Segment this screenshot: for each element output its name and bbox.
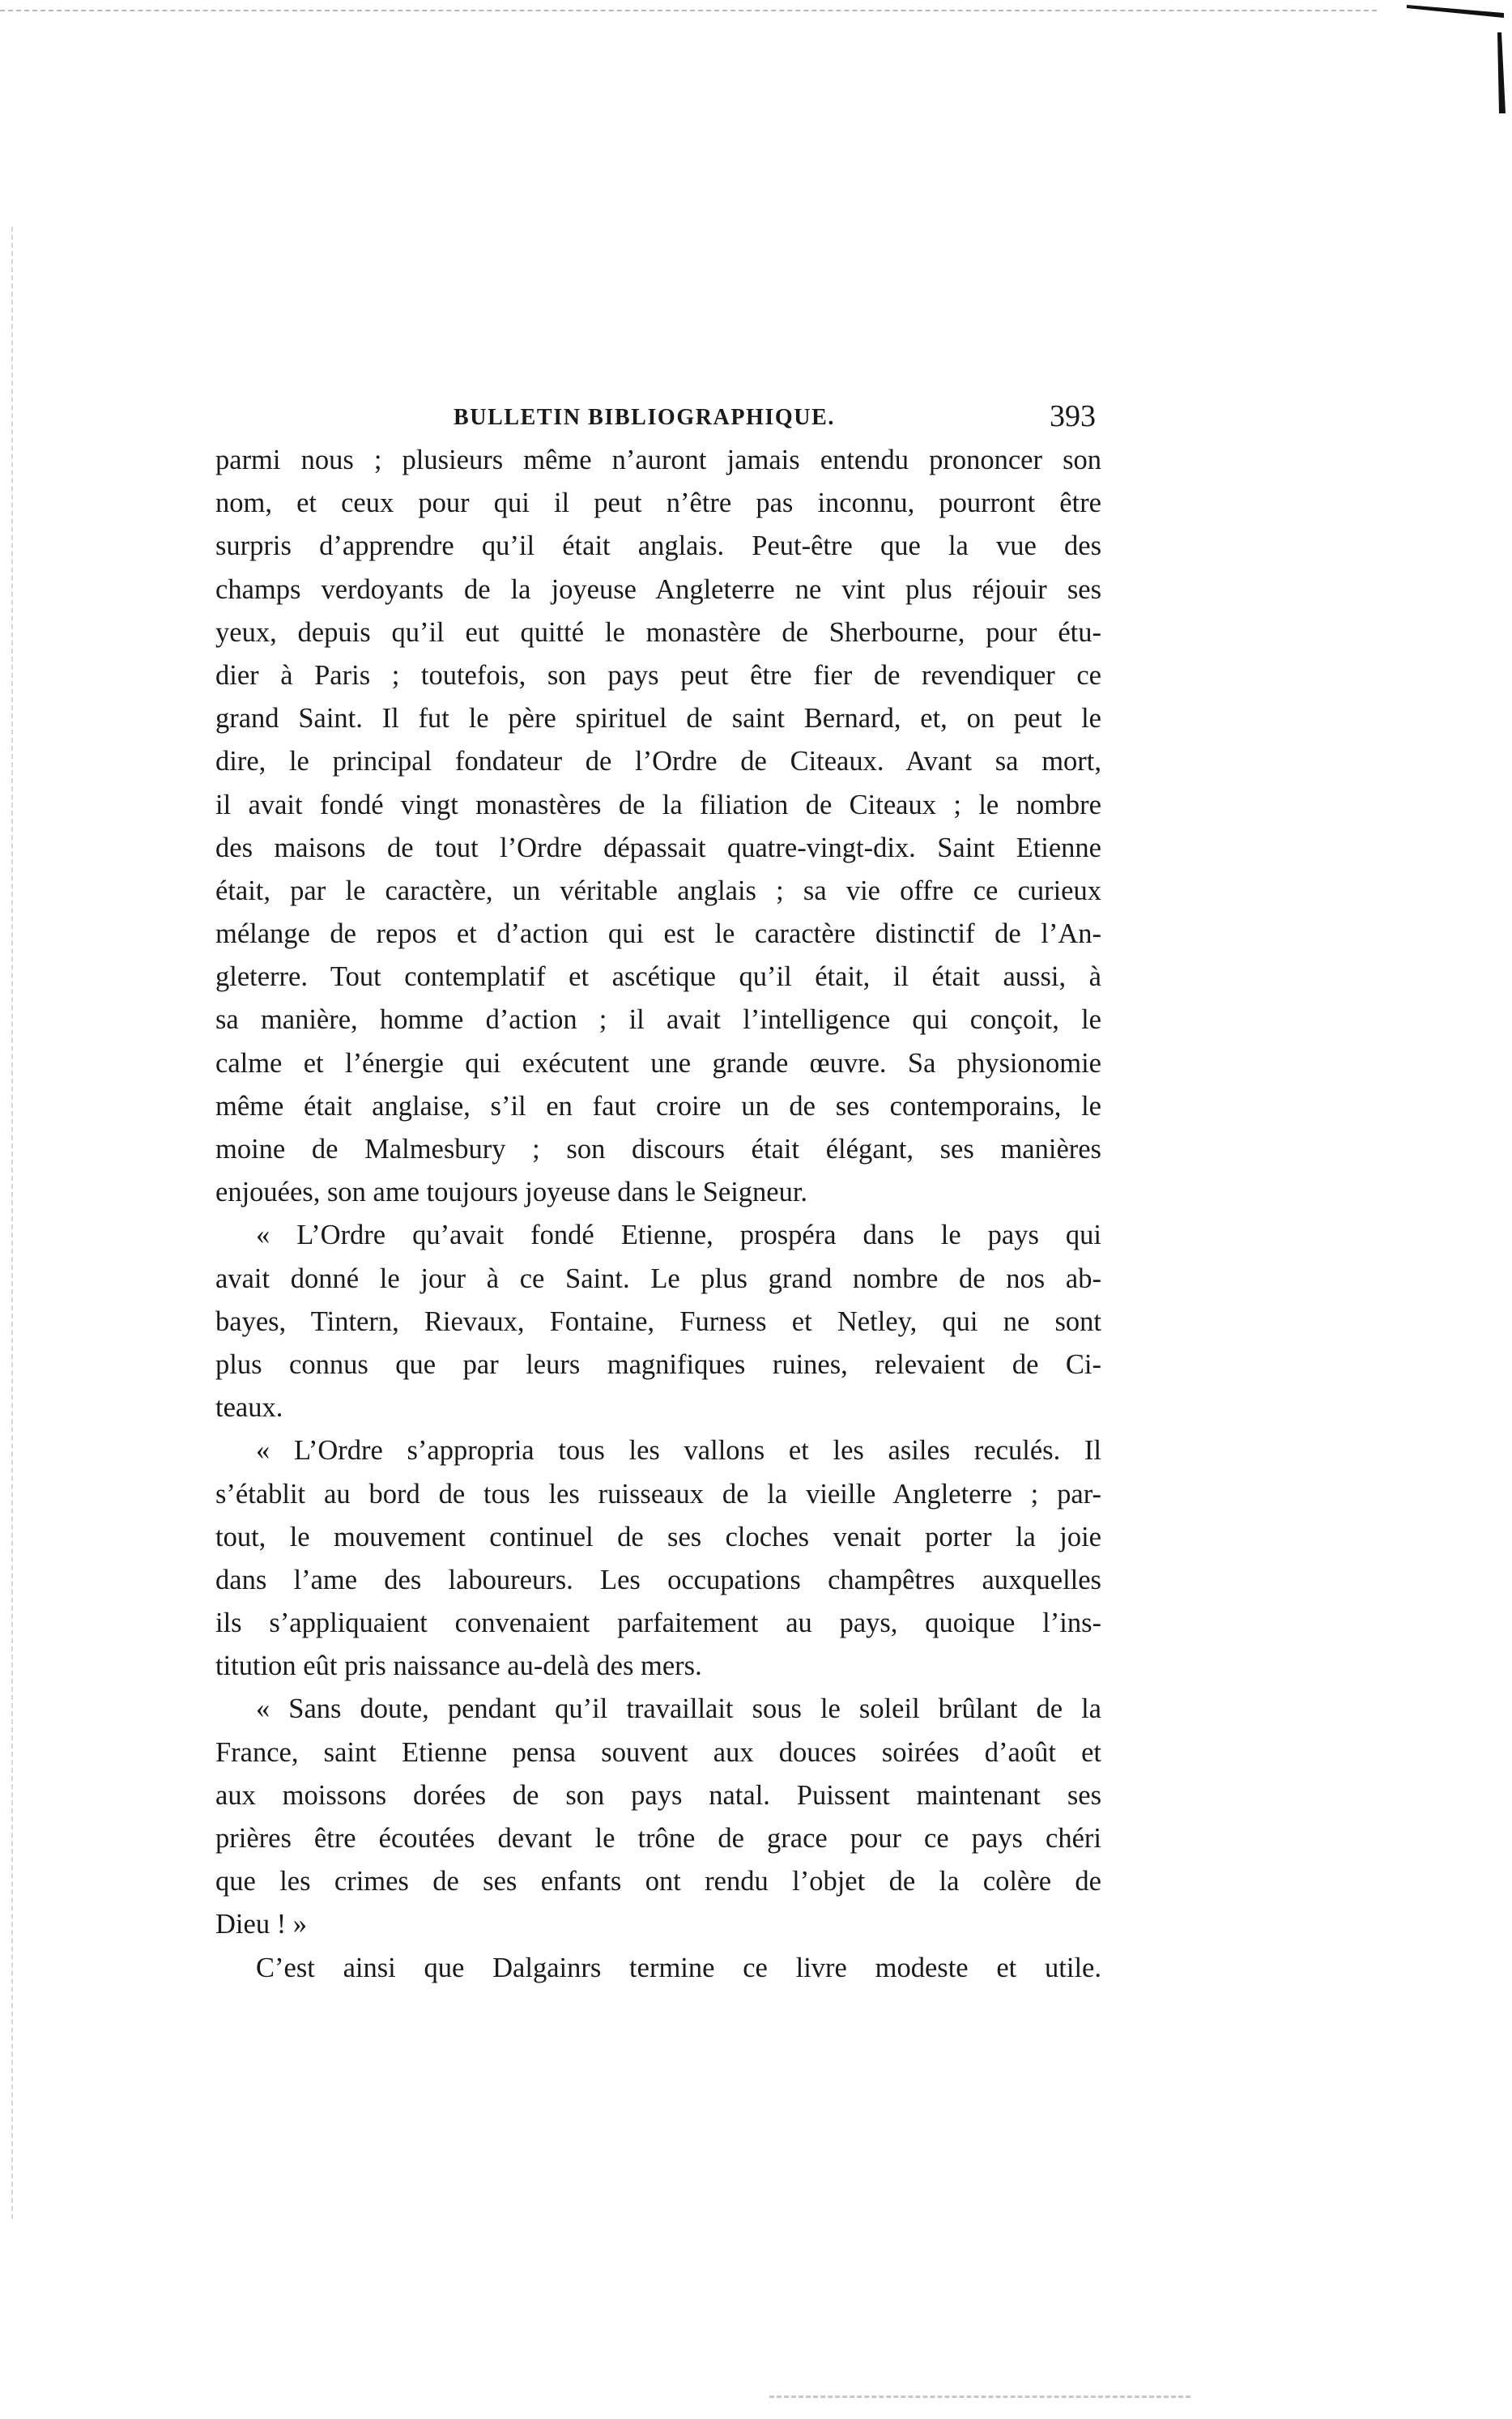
text-line: surpris d’apprendre qu’il était anglais. Peut-être que la vue des xyxy=(215,530,1101,562)
text-line: plus connus que par leurs magnifiques ruines, relevaient de Ci- xyxy=(215,1348,1101,1380)
text-line: s’établit au bord de tous les ruisseaux de la vieille Angleterre ; par- xyxy=(215,1478,1101,1510)
text-line: ils s’appliquaient convenaient parfaitement au pays, quoique l’ins- xyxy=(215,1608,1101,1639)
text-line: C’est ainsi que Dalgainrs termine ce livre modeste et utile. xyxy=(256,1952,1101,1983)
text-line: nom, et ceux pour qui il peut n’être pas inconnu, pourront être xyxy=(215,488,1101,519)
text-line: « L’Ordre qu’avait fondé Etienne, prospéra dans le pays qui xyxy=(256,1220,1101,1251)
text-line: il avait fondé vingt monastères de la filiation de Citeaux ; le nombre xyxy=(215,789,1101,820)
text-line: dire, le principal fondateur de l’Ordre de Citeaux. Avant sa mort, xyxy=(215,746,1101,777)
text-line: que les crimes de ses enfants ont rendu l’objet de la colère de xyxy=(215,1866,1101,1897)
text-line: enjouées, son ame toujours joyeuse dans le Seigneur. xyxy=(215,1177,808,1208)
text-line: parmi nous ; plusieurs même n’auront jamais entendu prononcer son xyxy=(215,445,1101,475)
text-line: titution eût pris naissance au-delà des mers. xyxy=(215,1650,702,1682)
text-line: France, saint Etienne pensa souvent aux douces soirées d’août et xyxy=(215,1736,1101,1768)
text-line: sa manière, homme d’action ; il avait l’intelligence qui conçoit, le xyxy=(215,1004,1101,1036)
text-line: champs verdoyants de la joyeuse Angleterre ne vint plus réjouir ses xyxy=(215,573,1101,605)
running-head: BULLETIN BIBLIOGRAPHIQUE. xyxy=(454,405,835,430)
text-line: teaux. xyxy=(215,1392,283,1424)
text-line: prières être écoutées devant le trône de grace pour ce pays chéri xyxy=(215,1823,1101,1854)
text-line: dans l’ame des laboureurs. Les occupations champêtres auxquelles xyxy=(215,1564,1101,1595)
page-header xyxy=(454,398,1101,437)
text-line: « Sans doute, pendant qu’il travaillait sous le soleil brûlant de la xyxy=(256,1693,1101,1725)
page-number: 393 xyxy=(1050,399,1096,433)
text-line: « L’Ordre s’appropria tous les vallons et les asiles reculés. Il xyxy=(256,1435,1101,1467)
text-line: dier à Paris ; toutefois, son pays peut être fier de revendiquer ce xyxy=(215,659,1101,691)
text-line: moine de Malmesbury ; son discours était élégant, ses manières xyxy=(215,1134,1101,1165)
text-line: avait donné le jour à ce Saint. Le plus grand nombre de nos ab- xyxy=(215,1263,1101,1294)
text-line: était, par le caractère, un véritable anglais ; sa vie offre ce curieux xyxy=(215,875,1101,906)
text-line: calme et l’énergie qui exécutent une grande œuvre. Sa physionomie xyxy=(215,1047,1101,1079)
text-line: aux moissons dorées de son pays natal. Puissent maintenant ses xyxy=(215,1779,1101,1811)
text-line: Dieu ! » xyxy=(215,1909,308,1940)
text-line: gleterre. Tout contemplatif et ascétique qu’il était, il était aussi, à xyxy=(215,961,1101,993)
text-line: des maisons de tout l’Ordre dépassait quatre-vingt-dix. Saint Etienne xyxy=(215,832,1101,863)
text-line: tout, le mouvement continuel de ses cloches venait porter la joie xyxy=(215,1521,1101,1552)
text-line: bayes, Tintern, Rievaux, Fontaine, Furness et Netley, qui ne sont xyxy=(215,1305,1101,1337)
text-line: grand Saint. Il fut le père spirituel de saint Bernard, et, on peut le xyxy=(215,703,1101,735)
scan-margin-marks xyxy=(11,227,13,2219)
text-line: même était anglaise, s’il en faut croire un de ses contemporains, le xyxy=(215,1090,1101,1122)
scan-corner-mark xyxy=(1407,0,1512,113)
scan-edge-rule xyxy=(0,10,1377,11)
text-line: mélange de repos et d’action qui est le caractère distinctif de l’An- xyxy=(215,918,1101,950)
scan-bottom-rule xyxy=(769,2396,1190,2398)
text-line: yeux, depuis qu’il eut quitté le monastère de Sherbourne, pour étu- xyxy=(215,616,1101,648)
body-text xyxy=(215,439,1101,1990)
